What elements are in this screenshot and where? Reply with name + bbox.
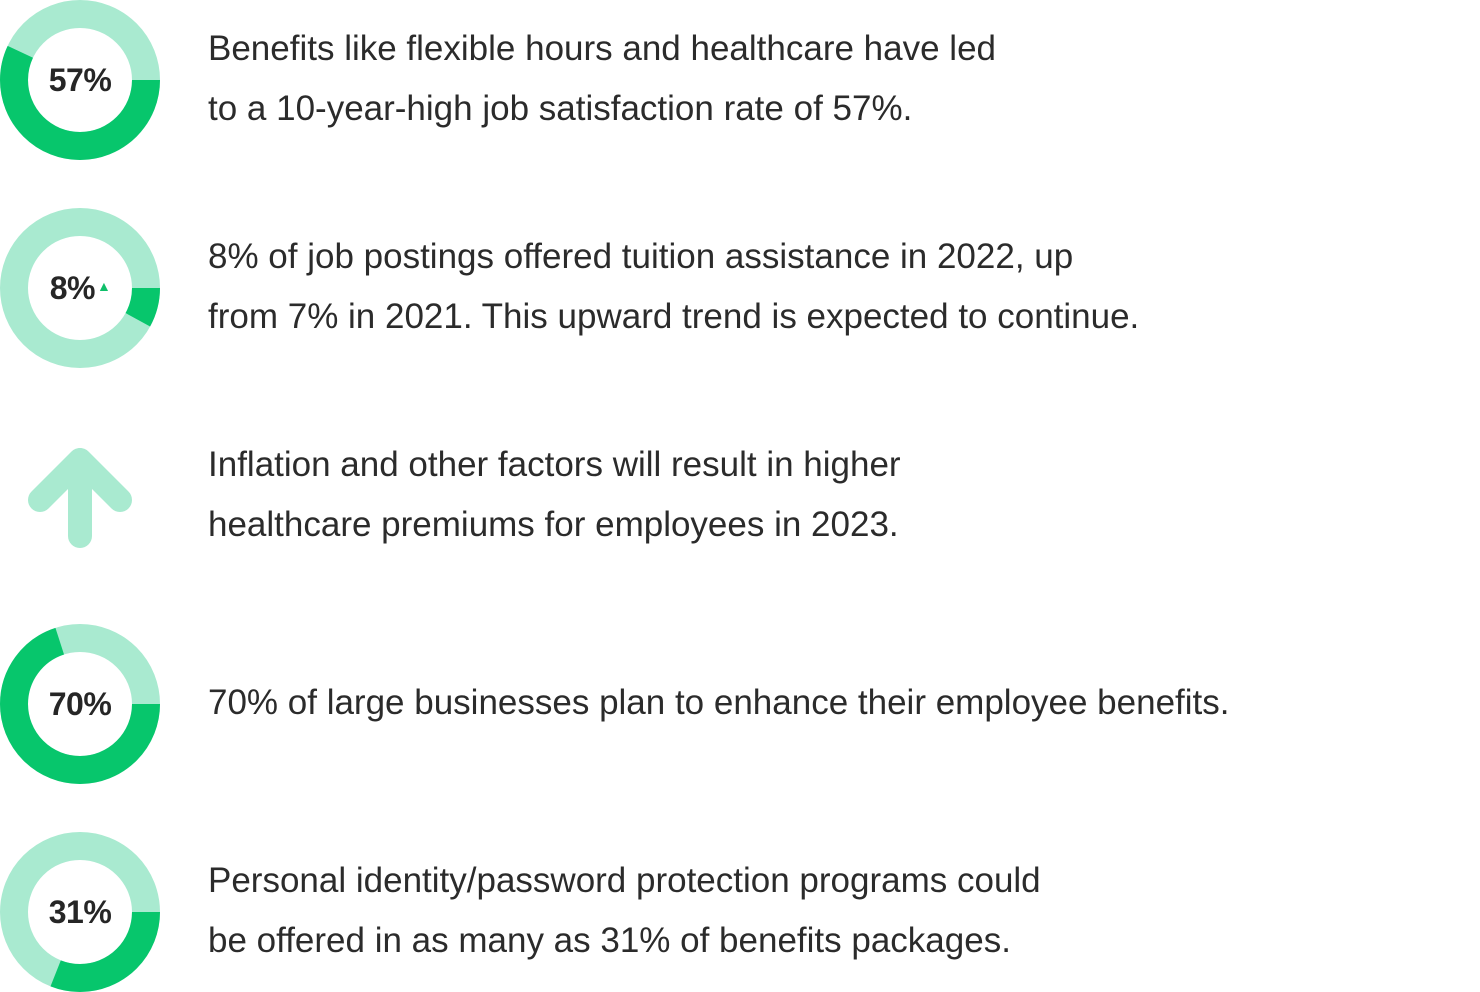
- donut-value-label-5: [0, 832, 160, 992]
- value-text-5: 31%: [48, 893, 112, 930]
- donut-value-label-4: [0, 624, 160, 784]
- stat-description-3: [208, 435, 901, 555]
- description-line: to a 10-year-high job satisfaction rate of 57%.: [208, 89, 913, 128]
- description-line: be offered in as many as 31% of benefits packages.: [208, 921, 1011, 960]
- description-line: 70% of large businesses plan to enhance their employee benefits.: [208, 683, 1230, 722]
- arrow-up-icon: [0, 416, 160, 576]
- description-line: Inflation and other factors will result in higher: [208, 445, 901, 484]
- donut-chart-1: [0, 0, 160, 160]
- trend-up-icon: ▲: [96, 278, 111, 294]
- donut-chart-4: [0, 624, 160, 784]
- value-text-1: 57%: [48, 61, 112, 98]
- stat-description-5: [208, 851, 1041, 971]
- arrow-up-shape: [40, 460, 120, 536]
- donut-chart-5: [0, 832, 160, 992]
- value-text-2: 8%: [49, 269, 95, 306]
- stat-description-2: [208, 227, 1139, 347]
- value-text-4: 70%: [48, 685, 112, 722]
- description-line: 8% of job postings offered tuition assistance in 2022, up: [208, 237, 1074, 276]
- description-line: from 7% in 2021. This upward trend is expected to continue.: [208, 297, 1140, 336]
- donut-value-label-1: [0, 0, 160, 160]
- stat-description-4: [208, 673, 1230, 733]
- description-line: Personal identity/password protection programs could: [208, 861, 1041, 900]
- stat-description-1: [208, 19, 996, 139]
- donut-chart-2: [0, 208, 160, 368]
- arrow-up-svg: [0, 416, 160, 576]
- donut-value-label-2: [0, 208, 160, 368]
- description-line: healthcare premiums for employees in 2023.: [208, 505, 899, 544]
- description-line: Benefits like flexible hours and healthcare have led: [208, 29, 996, 68]
